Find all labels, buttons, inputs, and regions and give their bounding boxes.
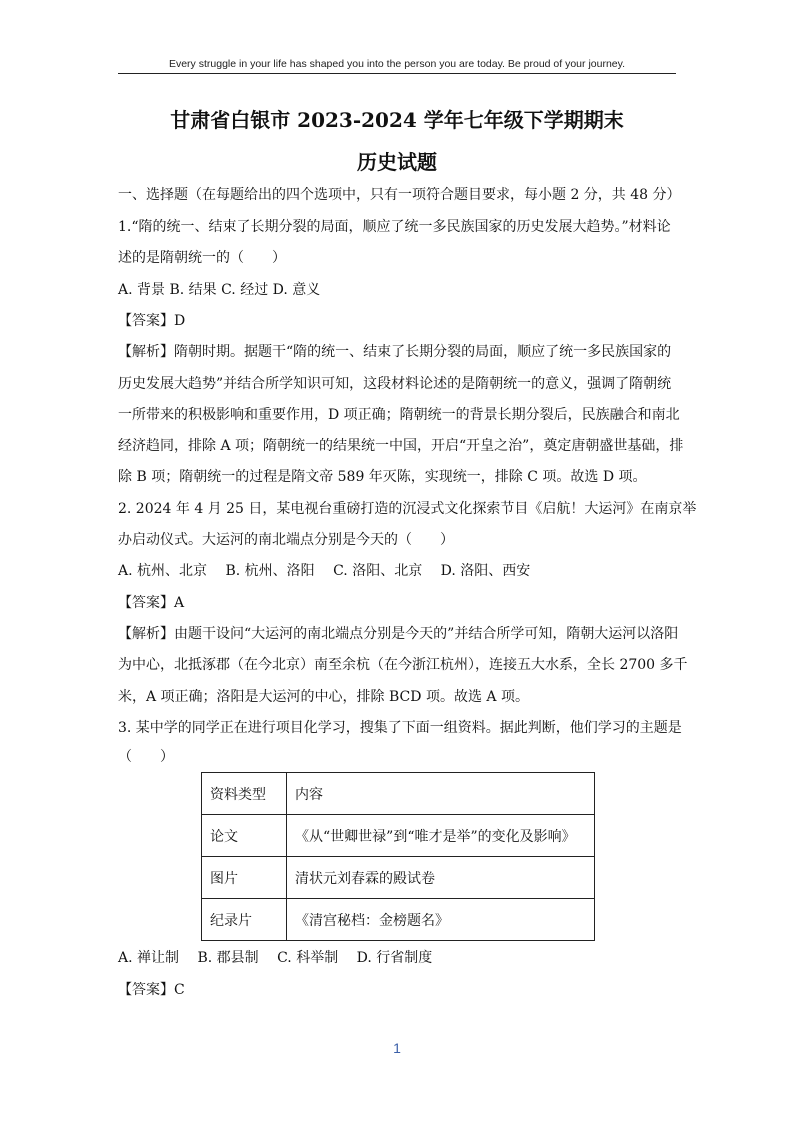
q3-stem-line: （ ）	[118, 749, 174, 765]
q2-analysis-line: 【解析】由题干设问“大运河的南北端点分别是今天的”并结合所学可知，隋朝大运河以洛阳	[118, 626, 679, 642]
table-cell-content: 《从“世卿世禄”到“唯才是举”的变化及影响》	[287, 815, 595, 857]
table-cell-type: 论文	[202, 815, 287, 857]
table-cell-type: 纪录片	[202, 899, 287, 941]
q2-stem-line: 办启动仪式。大运河的南北端点分别是今天的（ ）	[118, 532, 454, 548]
table-cell-content: 清状元刘春霖的殿试卷	[287, 857, 595, 899]
q1-analysis-line: 一所带来的积极影响和重要作用，D 项正确；隋朝统一的背景长期分裂后，民族融合和南北	[118, 407, 680, 423]
header-motto: Every struggle in your life has shaped you into the person you are today. Be proud of your journey.	[168, 58, 626, 70]
table-row	[202, 857, 595, 899]
table-header-cell: 资料类型	[202, 773, 287, 815]
q1-analysis-line: 历史发展大趋势”并结合所学知识可知，这段材料论述的是隋朝统一的意义，强调了隋朝统	[118, 376, 672, 392]
q2-options: A. 杭州、北京 B. 杭州、洛阳 C. 洛阳、北京 D. 洛阳、西安	[118, 563, 531, 579]
q1-options: A. 背景 B. 结果 C. 经过 D. 意义	[118, 282, 321, 298]
exam-subtitle: 历史试题	[357, 150, 437, 174]
q1-analysis-line: 经济趋同，排除 A 项；隋朝统一的结果统一中国，开启“开皇之治”，奠定唐朝盛世基础，排	[118, 438, 684, 454]
table-cell-type: 图片	[202, 857, 287, 899]
table-row	[202, 815, 595, 857]
table-header-cell: 内容	[287, 773, 595, 815]
q3-materials-table	[201, 772, 595, 941]
q2-analysis-line: 米，A 项正确；洛阳是大运河的中心，排除 BCD 项。故选 A 项。	[118, 689, 529, 705]
q2-analysis-line: 为中心，北抵涿郡（在今北京）南至余杭（在今浙江杭州），连接五大水系，全长 2700 多千	[118, 657, 688, 673]
q3-stem-line: 3. 某中学的同学正在进行项目化学习，搜集了下面一组资料。据此判断，他们学习的主题是	[118, 720, 682, 736]
exam-title: 甘肃省白银市 2023-2024 学年七年级下学期期末	[170, 108, 624, 132]
page-number: 1	[393, 1040, 401, 1056]
q3-answer: 【答案】C	[118, 982, 185, 998]
q1-stem-line: 述的是隋朝统一的（ ）	[118, 250, 286, 266]
q1-analysis-line: 除 B 项；隋朝统一的过程是隋文帝 589 年灭陈，实现统一，排除 C 项。故选 D 项。	[118, 469, 647, 485]
table-cell-content: 《清宫秘档：金榜题名》	[287, 899, 595, 941]
table-header-row	[202, 773, 595, 815]
table-row	[202, 899, 595, 941]
q1-stem-line: 1.“隋的统一、结束了长期分裂的局面，顺应了统一多民族国家的历史发展大趋势。”材料论	[118, 219, 671, 235]
q2-answer: 【答案】A	[118, 595, 185, 611]
header-divider	[118, 73, 676, 74]
q2-stem-line: 2. 2024 年 4 月 25 日，某电视台重磅打造的沉浸式文化探索节目《启航！大运河》在南京举	[118, 501, 697, 517]
q3-options: A. 禅让制 B. 郡县制 C. 科举制 D. 行省制度	[118, 950, 433, 966]
section-heading: 一、选择题（在每题给出的四个选项中，只有一项符合题目要求，每小题 2 分，共 48 分）	[118, 187, 681, 203]
q1-analysis-line: 【解析】隋朝时期。据题干“隋的统一、结束了长期分裂的局面，顺应了统一多民族国家的	[118, 344, 672, 360]
q1-answer: 【答案】D	[118, 313, 186, 329]
